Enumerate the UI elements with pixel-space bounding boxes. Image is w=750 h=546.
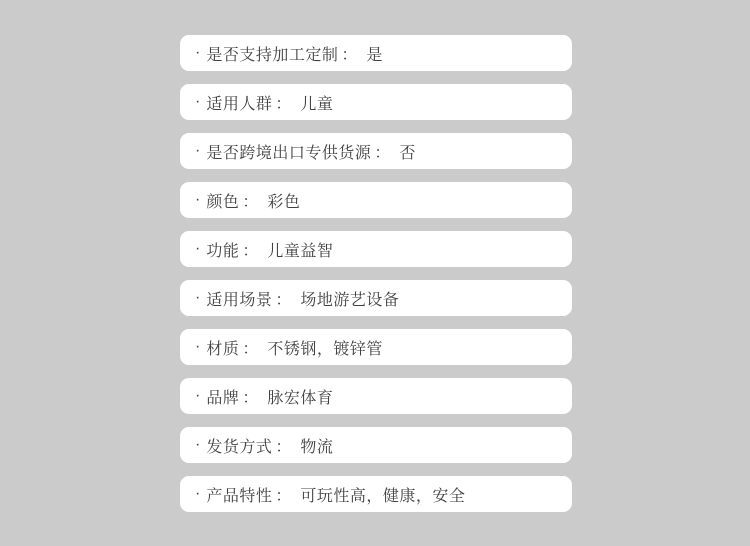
spec-label: 材质 [206, 340, 240, 358]
spec-value: 不锈钢，镀锌管 [267, 340, 383, 358]
spec-value: 儿童益智 [267, 242, 334, 260]
spec-label: 品牌 [206, 389, 240, 407]
bullet-dot-icon: · [195, 44, 201, 61]
spec-colon: ： [242, 193, 259, 211]
spec-label: 适用人群 [206, 95, 273, 113]
bullet-dot-icon: · [195, 191, 201, 208]
spec-row-function [180, 231, 572, 267]
bullet-dot-icon: · [195, 289, 201, 306]
spec-value: 儿童 [300, 95, 334, 113]
bullet-dot-icon: · [195, 387, 201, 404]
spec-value: 可玩性高，健康，安全 [300, 487, 466, 505]
spec-colon: ： [242, 242, 259, 260]
spec-label: 是否跨境出口专供货源 [206, 144, 372, 162]
spec-colon: ： [275, 95, 292, 113]
spec-row-customization [180, 35, 572, 71]
spec-row-material [180, 329, 572, 365]
bullet-dot-icon: · [195, 93, 201, 110]
spec-value: 是 [366, 46, 383, 64]
spec-label: 适用场景 [206, 291, 273, 309]
spec-row-target-users [180, 84, 572, 120]
spec-row-features [180, 476, 572, 512]
spec-value: 物流 [300, 438, 334, 456]
spec-row-color [180, 182, 572, 218]
spec-colon: ： [275, 487, 292, 505]
spec-value: 否 [399, 144, 416, 162]
spec-row-cross-border [180, 133, 572, 169]
bullet-dot-icon: · [195, 338, 201, 355]
bullet-dot-icon: · [195, 436, 201, 453]
spec-value: 场地游艺设备 [300, 291, 400, 309]
spec-label: 颜色 [206, 193, 240, 211]
spec-value: 彩色 [267, 193, 301, 211]
bullet-dot-icon: · [195, 485, 201, 502]
bullet-dot-icon: · [195, 240, 201, 257]
spec-label: 功能 [206, 242, 240, 260]
spec-colon: ： [275, 438, 292, 456]
spec-colon: ： [341, 46, 358, 64]
spec-colon: ： [374, 144, 391, 162]
spec-colon: ： [275, 291, 292, 309]
spec-label: 发货方式 [206, 438, 273, 456]
bullet-dot-icon: · [195, 142, 201, 159]
spec-label: 是否支持加工定制 [206, 46, 339, 64]
product-spec-list [180, 35, 572, 525]
spec-label: 产品特性 [206, 487, 273, 505]
spec-colon: ： [242, 389, 259, 407]
spec-value: 脉宏体育 [267, 389, 334, 407]
spec-row-brand [180, 378, 572, 414]
spec-row-scene [180, 280, 572, 316]
spec-colon: ： [242, 340, 259, 358]
spec-row-shipping [180, 427, 572, 463]
